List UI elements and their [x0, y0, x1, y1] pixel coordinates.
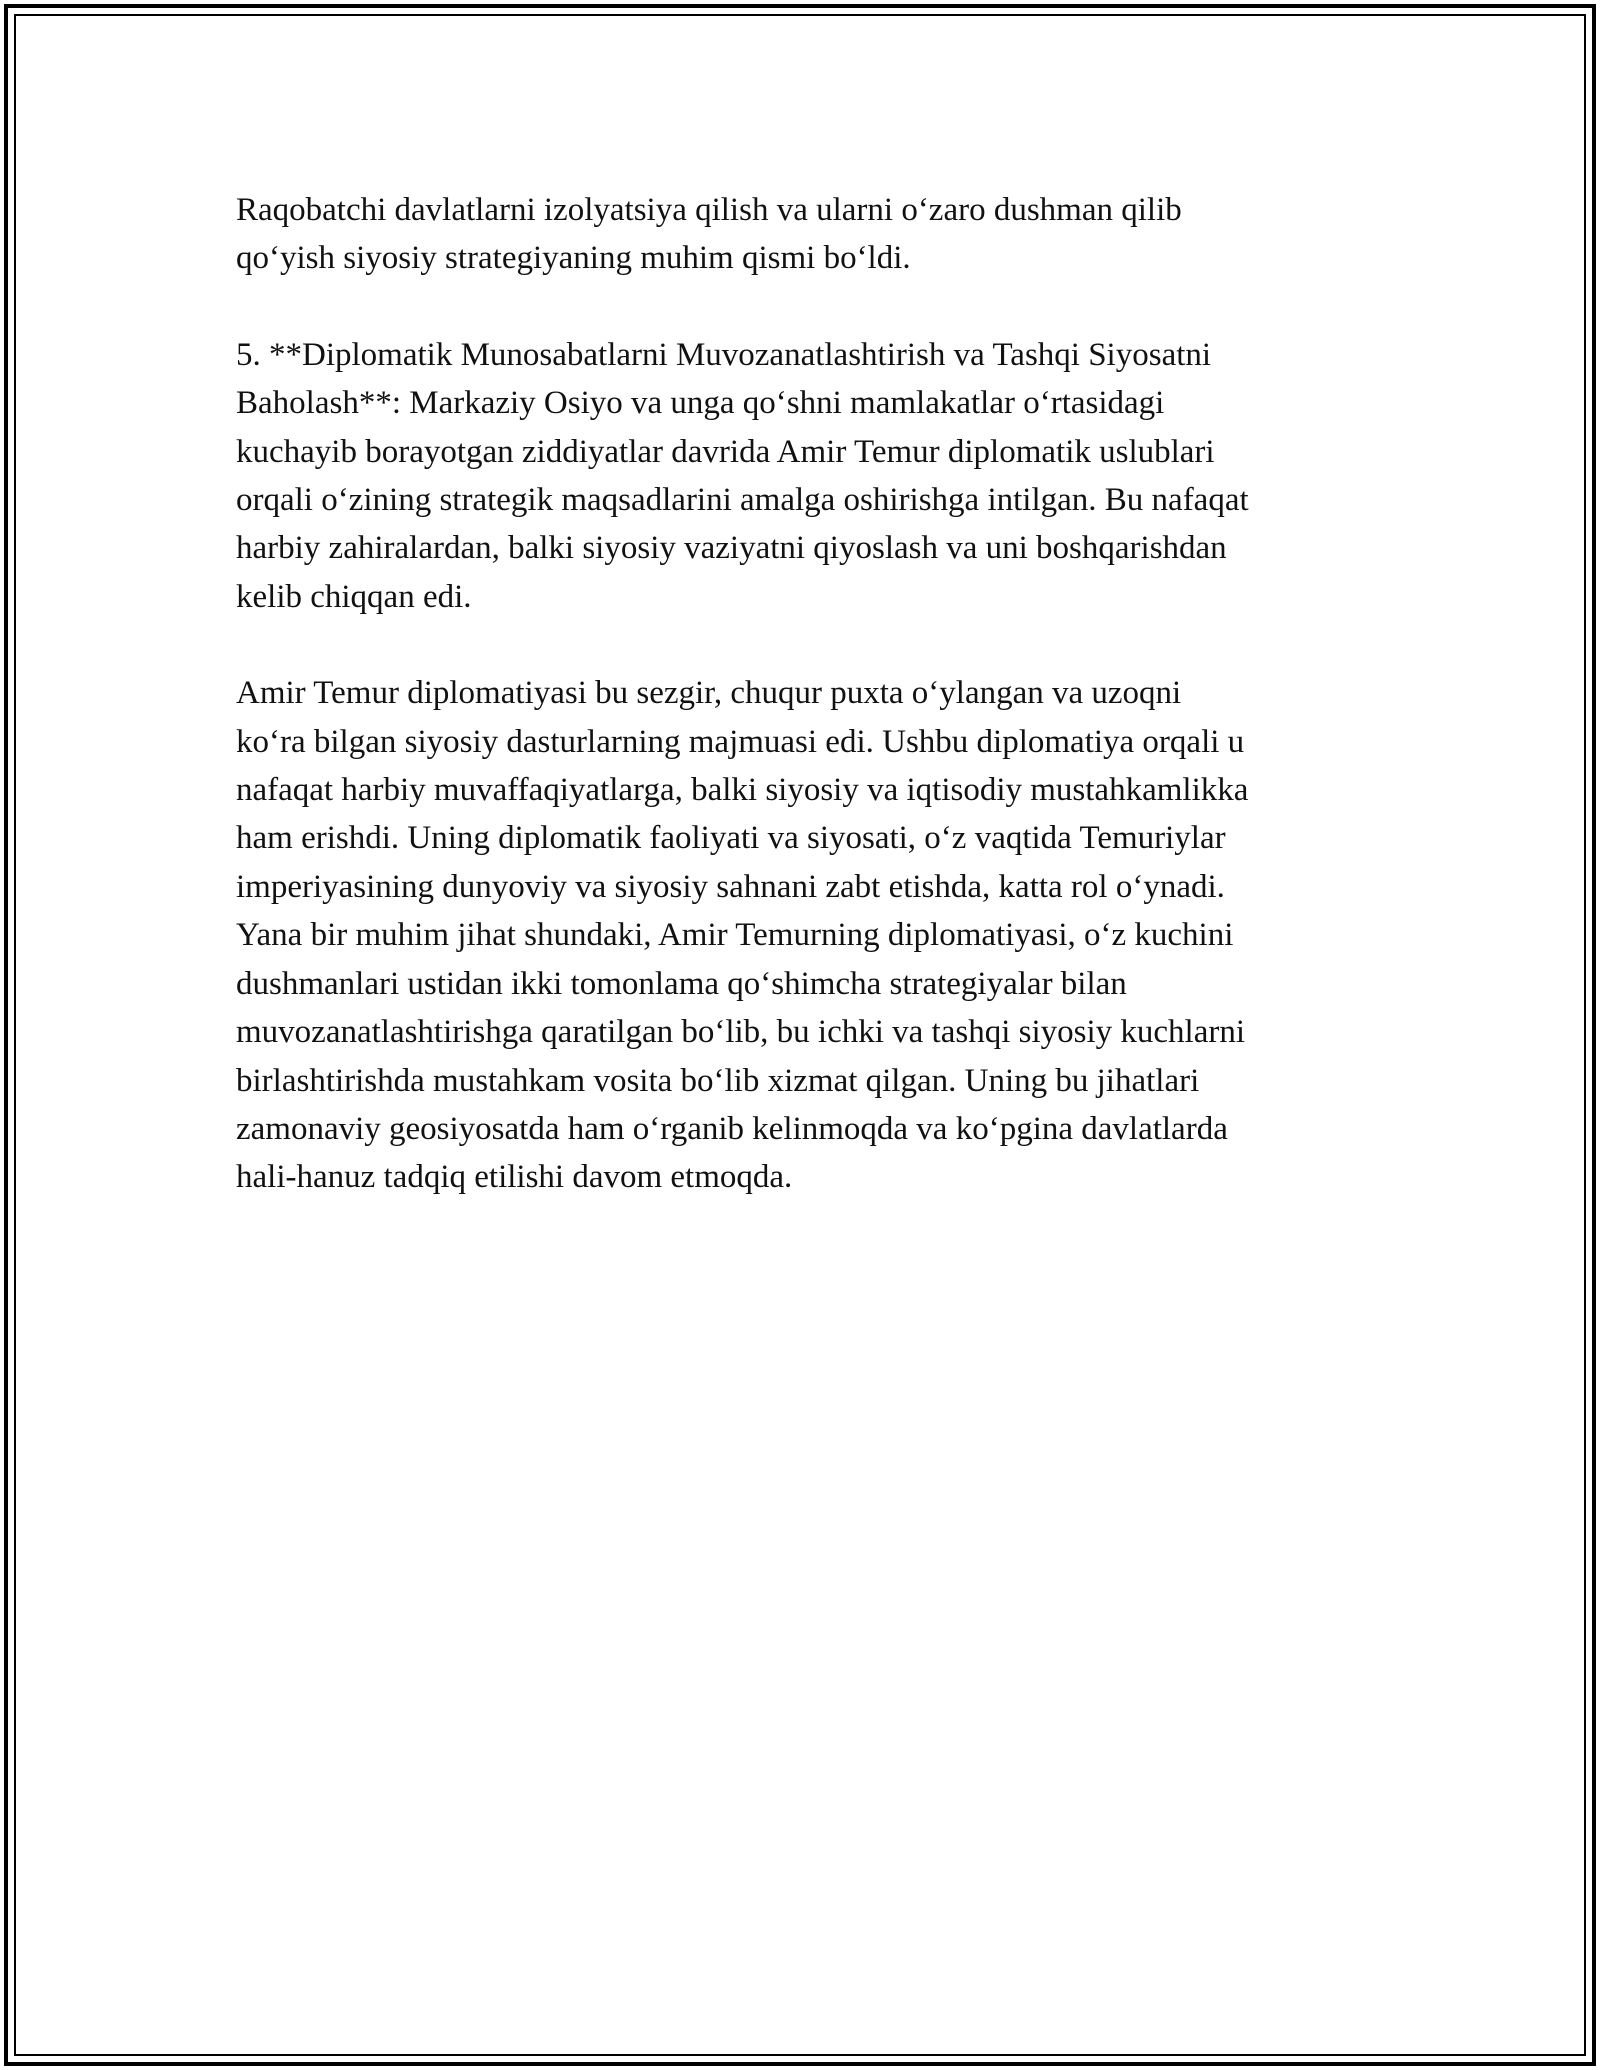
paragraph-isolation-strategy: Raqobatchi davlatlarni izolyatsiya qilish va ularni o‘zaro dushman qilib qo‘yish siyosiy strategiyaning muhim qismi bo‘ldi.	[236, 192, 1182, 277]
paragraph-temur-diplomacy-summary: Amir Temur diplomatiyasi bu sezgir, chuqur puxta o‘ylangan va uzoqni ko‘ra bilgan siyosiy dasturlarning majmuasi edi. Ushbu diplomatiya orqali u nafaqat harbiy muvaffaqiyatlarga, balki siyosiy va iqtisodiy mustahkamlikka ham erishdi. Uning diplomatik faoliyati va siyosati, o‘z vaqtida Temuriylar imperiyasining dunyoviy va siyosiy sahnani zabt etishda, katta rol o‘ynadi. Yana bir muhim jihat shundaki, Amir Temurning diplomatiyasi, o‘z kuchini dushmanlari ustidan ikki tomonlama qo‘shimcha strategiyalar bilan muvozanatlashtirishga qaratilgan bo‘lib, bu ichki va tashqi siyosiy kuchlarni birlashtirishda mustahkam vosita bo‘lib xizmat qilgan. Uning bu jihatlari zamonaviy geosiyosatda ham o‘rganib kelinmoqda va ko‘pgina davlatlarda hali-hanuz tadqiq etilishi davom etmoqda.	[236, 675, 1249, 1196]
document-body	[236, 186, 1376, 1250]
paragraph-diplomatic-balance: 5. **Diplomatik Munosabatlarni Muvozanatlashtirish va Tashqi Siyosatni Baholash**: Markaziy Osiyo va unga qo‘shni mamlakatlar o‘rtasidagi kuchayib borayotgan ziddiyatlar davrida Amir Temur diplomatik uslublari orqali o‘zining strategik maqsadlarini amalga oshirishga intilgan. Bu nafaqat harbiy zahiralardan, balki siyosiy vaziyatni qiyoslash va uni boshqarishdan kelib chiqqan edi.	[236, 336, 1249, 615]
